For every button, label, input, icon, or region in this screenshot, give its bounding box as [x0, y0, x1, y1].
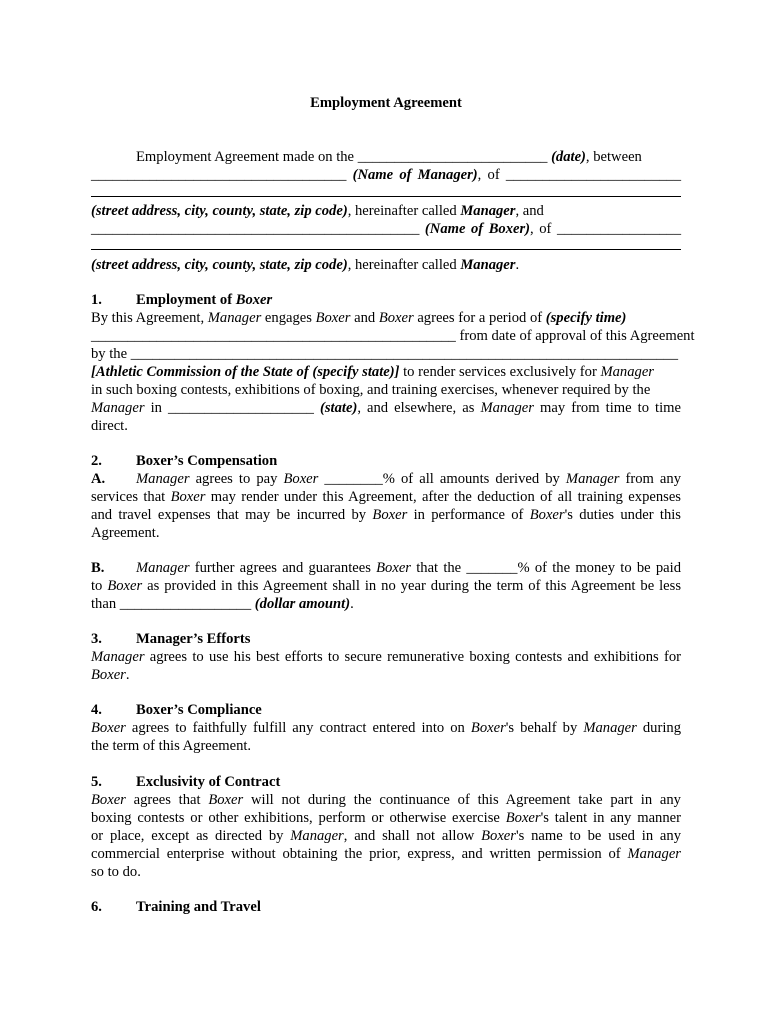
section-5-line-3: or place, except as directed by Manager, and shall not allow Boxer's name to be used in any	[91, 828, 681, 844]
document-title: Employment Agreement	[310, 95, 462, 111]
manager-address-blank[interactable]	[91, 196, 681, 197]
dollar-amount-blank[interactable]: __________________	[119, 596, 252, 612]
section-2b-line-2: to Boxer as provided in this Agreement shall in no year during the term of this Agreement be less	[91, 578, 682, 594]
section-3-heading: 3. Manager’s Efforts	[91, 631, 251, 647]
section-2a-line-4: Agreement.	[91, 525, 160, 541]
section-2a-line-2: services that Boxer may render under this Agreement, after the deduction of all training expenses	[91, 489, 681, 505]
section-1-line-1: By this Agreement, Manager engages Boxer and Boxer agrees for a period of (specify time)	[91, 310, 627, 326]
state-blank[interactable]: ____________________	[168, 400, 314, 416]
section-1-line-6: Manager in ____________________ (state), and elsewhere, as Manager may from time to time	[91, 400, 681, 416]
section-1-line-3: by the ___________________________________________________________________________	[91, 346, 678, 362]
intro-line-4: _____________________________________________ (Name of Boxer), of _________________	[91, 221, 681, 237]
section-3-line-1: Manager agrees to use his best efforts to secure remunerative boxing contests and exhibitions for	[91, 649, 681, 665]
section-4-line-1: Boxer agrees to faithfully fulfill any contract entered into on Boxer's behalf by Manager during	[91, 720, 681, 736]
section-3-line-2: Boxer.	[91, 667, 130, 683]
section-2b-line-3: than __________________ (dollar amount).	[91, 596, 354, 612]
section-1-line-4: [Athletic Commission of the State of (specify state)] to render services exclusively for Manager	[91, 364, 654, 380]
intro-line-1: Employment Agreement made on the __________________________ (date), between	[136, 149, 642, 165]
section-5-line-1: Boxer agrees that Boxer will not during the continuance of this Agreement take part in any	[91, 792, 681, 808]
section-5-line-2: boxing contests or other exhibitions, perform or otherwise exercise Boxer's talent in any manner	[91, 810, 681, 826]
section-2a-line-3: and travel expenses that may be incurred by Boxer in performance of Boxer's duties under this	[91, 507, 681, 523]
boxer-of-blank[interactable]: _________________	[556, 221, 681, 237]
section-5-line-4: commercial enterprise without obtaining the prior, express, and written permission of Manager	[91, 846, 681, 862]
period-blank[interactable]: __________________________________________________	[91, 328, 456, 344]
date-blank[interactable]: __________________________	[357, 149, 548, 165]
commission-blank[interactable]: ___________________________________________________________________________	[130, 346, 678, 362]
section-1-line-5: in such boxing contests, exhibitions of boxing, and training exercises, whenever required by the	[91, 382, 651, 398]
section-1-line-7: direct.	[91, 418, 128, 434]
boxer-name-blank[interactable]: _____________________________________________	[91, 221, 420, 237]
intro-line-3: (street address, city, county, state, zip code), hereinafter called Manager, and	[91, 203, 544, 219]
section-5-heading: 5. Exclusivity of Contract	[91, 774, 281, 790]
section-2-heading: 2. Boxer’s Compensation	[91, 453, 278, 469]
section-4-line-2: the term of this Agreement.	[91, 738, 252, 754]
section-5-line-5: so to do.	[91, 864, 141, 880]
section-6-heading: 6. Training and Travel	[91, 899, 261, 915]
section-2b-line-1: B. Manager further agrees and guarantees Boxer that the _______% of the money to be paid	[91, 560, 681, 576]
intro-line-5: (street address, city, county, state, zip code), hereinafter called Manager.	[91, 257, 520, 273]
section-1-line-2: __________________________________________________ from date of approval of this Agreement	[91, 328, 695, 344]
section-2a-line-1: A. Manager agrees to pay Boxer ________% of all amounts derived by Manager from any	[91, 471, 681, 487]
boxer-address-blank[interactable]	[91, 249, 681, 250]
section-4-heading: 4. Boxer’s Compliance	[91, 702, 262, 718]
intro-line-2: ___________________________________ (Name of Manager), of ________________________	[91, 167, 681, 183]
manager-name-blank[interactable]: ___________________________________	[91, 167, 347, 183]
section-1-heading: 1. Employment of Boxer	[91, 292, 273, 308]
manager-of-blank[interactable]: ________________________	[505, 167, 681, 183]
